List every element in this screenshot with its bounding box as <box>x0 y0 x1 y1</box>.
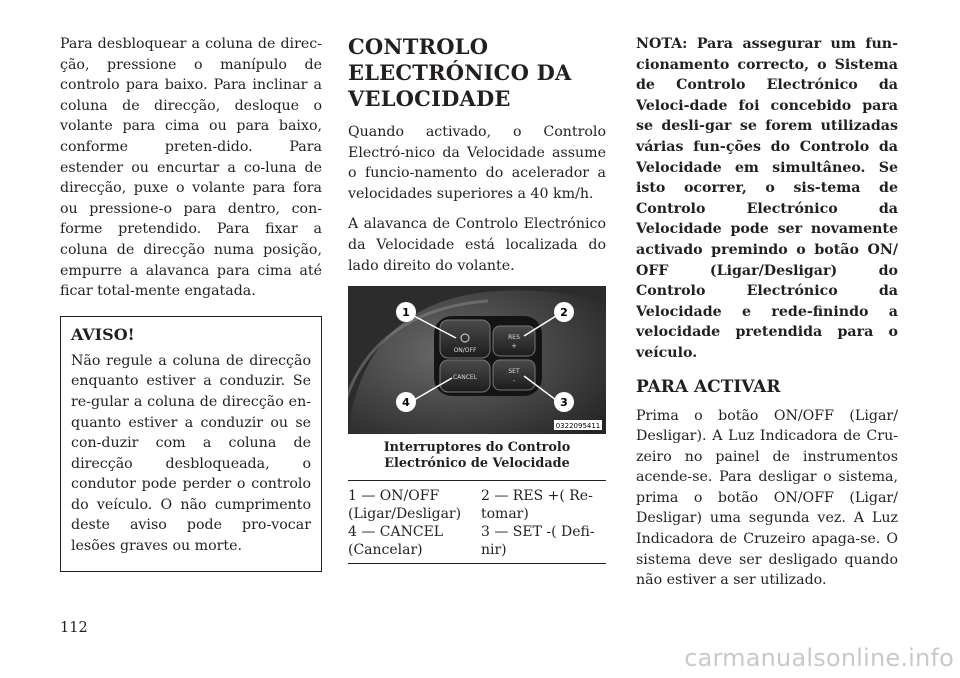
legend-item-4: 4 — CANCEL (Cancelar) <box>348 524 444 559</box>
watermark: carmanualsonline.info <box>684 644 954 672</box>
note-paragraph: NOTA: Para assegurar um fun-cionamento correcto, o Sistema de Controlo Electrónico da Veloci-dade foi concebido para se desli-gar se forem utilizadas várias fun-ções do Controlo da Velocidade em simultâneo. Se isto ocorrer, o sis-tema de Controlo Electrónico da Velocidade pode ser novamente activado premindo o botão ON/ OFF (Ligar/Desligar) do Controlo Electrónico da Velocidade e rede-finindo a velocidade pretendida para o veículo. <box>636 36 898 361</box>
legend-item-3: 3 — SET -( Defi-nir) <box>481 524 595 559</box>
steering-column-paragraph: Para desbloquear a coluna de direc-ção, pressione o manípulo de controlo para baixo. Para inclinar a coluna de direcção, desloque o volante para cima ou para baixo, conforme preten-dido. Para estender ou encurtar a co-luna de direcção, puxe o volante para fora ou pressione-o para dentro, con-forme pretendido. Para fixar a coluna de direcção numa posição, empurre a alavanca para cima até ficar total-mente engatada. <box>60 36 322 300</box>
warning-text: Não regule a coluna de direcção enquanto estiver a conduzir. Se re-gular a coluna de direcção en-quanto estiver a conduzir ou se con-duzir com a coluna de direcção desbloqueada, o condutor pode perder o controlo do veículo. O não cumprimento deste aviso pode pro-vocar lesões graves ou morte. <box>71 352 311 555</box>
onoff-button-label: ON/OFF <box>453 347 477 355</box>
callout-4: 4 <box>402 396 410 410</box>
speed-control-switches-figure <box>348 286 606 434</box>
steering-wheel-switches-illustration <box>348 286 606 434</box>
lever-location-paragraph: A alavanca de Controlo Electrónico da Velocidade está localizada do lado direito do volante. <box>348 216 606 274</box>
set-button-label: SET <box>508 368 520 376</box>
page-number: 112 <box>60 620 88 636</box>
warning-title: AVISO! <box>71 324 135 344</box>
speed-control-intro: Quando activado, o Controlo Electró-nico da Velocidade assume o funcio-namento do acelerador a velocidades superiores a 40 km/h. <box>348 124 606 202</box>
image-code: 0322095411 <box>555 422 601 431</box>
warning-box <box>60 316 322 572</box>
figure-legend <box>348 480 606 564</box>
column-right <box>636 34 898 591</box>
cancel-button-label: CANCEL <box>452 374 478 382</box>
set-minus-label: - <box>512 377 516 386</box>
res-plus-label: + <box>511 342 517 351</box>
callout-2: 2 <box>560 306 568 320</box>
res-button-label: RES <box>508 334 520 342</box>
section-heading-activate: PARA ACTIVAR <box>636 376 781 397</box>
column-left <box>60 34 322 572</box>
section-heading-speed-control: CONTROLO ELECTRÓNICO DA VELOCIDADE <box>348 34 572 111</box>
figure-caption: Interruptores do Controlo Electrónico de Velocidade <box>383 440 571 472</box>
activate-paragraph: Prima o botão ON/OFF (Ligar/ Desligar). A Luz Indicadora de Cru-zeiro no painel de instrumentos acende-se. Para desligar o sistema, prima o botão ON/OFF (Ligar/ Desligar) uma segunda vez. A Luz Indicadora de Cruzeiro apaga-se. O sistema deve ser desligado quando não estiver a ser utilizado. <box>636 407 898 589</box>
callout-1: 1 <box>402 306 410 320</box>
callout-3: 3 <box>560 396 568 410</box>
column-middle <box>348 34 606 564</box>
legend-item-1: 1 — ON/OFF (Ligar/Desligar) <box>348 488 462 523</box>
legend-item-2: 2 — RES +( Re-tomar) <box>481 488 593 523</box>
